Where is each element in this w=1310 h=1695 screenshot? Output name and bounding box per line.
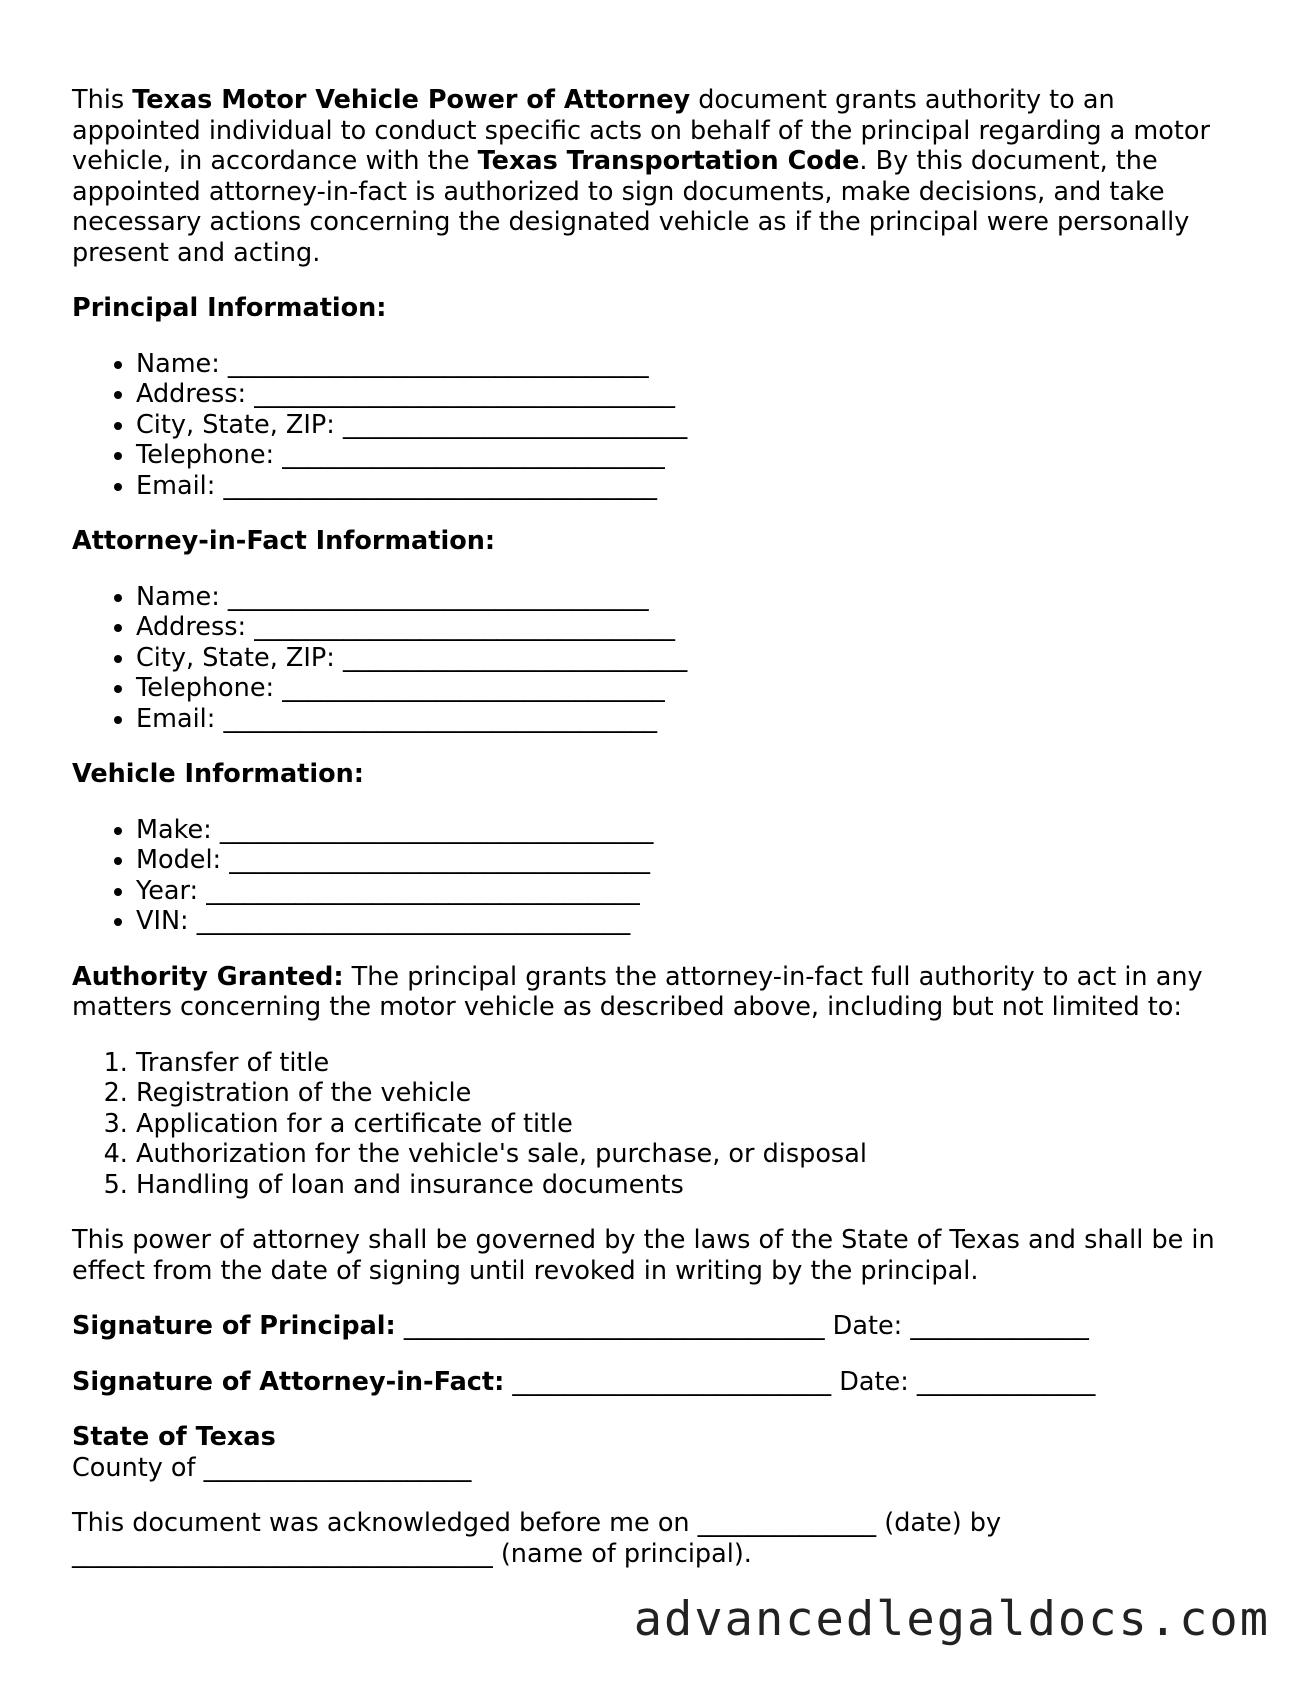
vehicle-make-field[interactable]: • Make: __________________________________ bbox=[136, 815, 1242, 846]
vehicle-vin-field[interactable]: • VIN: __________________________________ bbox=[136, 906, 1242, 937]
code-reference: Texas Transportation Code bbox=[477, 146, 860, 176]
notary-county-field[interactable]: County of _____________________ bbox=[72, 1452, 472, 1483]
attorney-city-field[interactable]: • City, State, ZIP: ___________________________ bbox=[136, 643, 1242, 674]
principal-address-field[interactable]: • Address: _________________________________ bbox=[136, 379, 1242, 410]
authority-item: 5. Handling of loan and insurance documents bbox=[136, 1170, 1242, 1201]
vehicle-year-field[interactable]: • Year: __________________________________ bbox=[136, 876, 1242, 907]
document bbox=[72, 85, 1242, 1569]
principal-signature-line[interactable]: Signature of Principal: _________________________________ Date: ______________ bbox=[72, 1311, 1089, 1341]
authority-item: 2. Registration of the vehicle bbox=[136, 1078, 1242, 1109]
intro-paragraph: This Texas Motor Vehicle Power of Attorney document grants authority to an appointed individual to conduct specific acts on behalf of the principal regarding a motor vehicle, in accordance with the Texas Transportation Code. By this document, the appointed attorney-in-fact is authorized to sign documents, make decisions, and take necessary actions concerning the designated vehicle as if the principal were personally present and acting. bbox=[72, 85, 1210, 268]
attorney-email-field[interactable]: • Email: __________________________________ bbox=[136, 704, 1242, 735]
attorney-list bbox=[72, 582, 1242, 735]
principal-list bbox=[72, 349, 1242, 502]
document-title: Texas Motor Vehicle Power of Attorney bbox=[132, 85, 691, 115]
vehicle-model-field[interactable]: • Model: _________________________________ bbox=[136, 845, 1242, 876]
attorney-telephone-field[interactable]: • Telephone: ______________________________ bbox=[136, 673, 1242, 704]
principal-email-field[interactable]: • Email: __________________________________ bbox=[136, 471, 1242, 502]
attorney-name-field[interactable]: • Name: _________________________________ bbox=[136, 582, 1242, 613]
attorney-address-field[interactable]: • Address: _________________________________ bbox=[136, 612, 1242, 643]
authority-item: 3. Application for a certificate of title bbox=[136, 1109, 1242, 1140]
authority-list bbox=[72, 1048, 1242, 1201]
vehicle-list bbox=[72, 815, 1242, 937]
acknowledgment-paragraph[interactable]: This document was acknowledged before me on ______________ (date) by _________________________________ (name of principal). bbox=[72, 1508, 1002, 1569]
watermark-logo: advancedlegaldocs.com bbox=[633, 1592, 1270, 1647]
authority-paragraph: Authority Granted: The principal grants the attorney-in-fact full authority to act in any matters concerning the motor vehicle as described above, including but not limited to: bbox=[72, 961, 1203, 1022]
notary-state: State of Texas bbox=[72, 1422, 276, 1452]
principal-name-field[interactable]: • Name: _________________________________ bbox=[136, 349, 1242, 380]
authority-item: 4. Authorization for the vehicle's sale, purchase, or disposal bbox=[136, 1139, 1242, 1170]
authority-item: 1. Transfer of title bbox=[136, 1048, 1242, 1079]
principal-telephone-field[interactable]: • Telephone: ______________________________ bbox=[136, 440, 1242, 471]
principal-heading: Principal Information: bbox=[72, 293, 387, 323]
governing-law-paragraph: This power of attorney shall be governed by the laws of the State of Texas and shall be in effect from the date of signing until revoked in writing by the principal. bbox=[72, 1225, 1215, 1286]
vehicle-heading: Vehicle Information: bbox=[72, 759, 364, 789]
attorney-signature-line[interactable]: Signature of Attorney-in-Fact: _________________________ Date: ______________ bbox=[72, 1366, 1096, 1397]
principal-signature-label: Signature of Principal: bbox=[72, 1311, 396, 1341]
attorney-signature-label: Signature of Attorney-in-Fact: bbox=[72, 1366, 505, 1397]
authority-label: Authority Granted: bbox=[72, 961, 344, 992]
attorney-heading: Attorney-in-Fact Information: bbox=[72, 526, 496, 556]
principal-city-field[interactable]: • City, State, ZIP: ___________________________ bbox=[136, 410, 1242, 441]
